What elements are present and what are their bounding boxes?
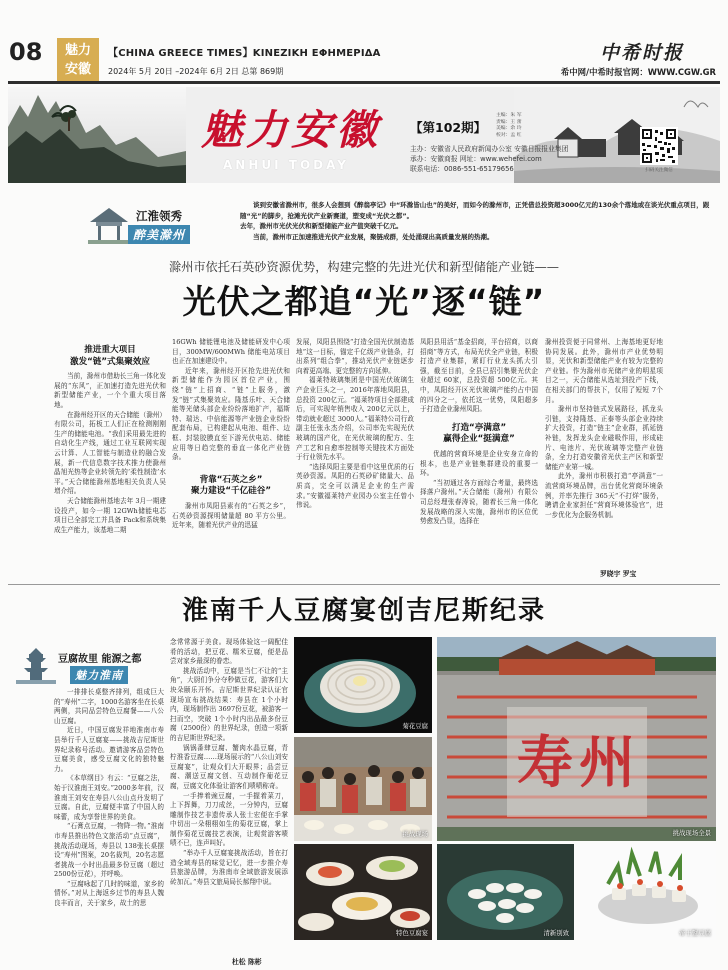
body-paragraph: 一手捧着豌豆腐，一手握着菜刀，上下挥舞，刀刀成丝，一分钟内，豆腐雕制作技艺非遗传承人张士宏便在手掌中切出一朵栩栩如生的菊花豆腐，掌上制作菊花豆腐技艺表演，让观赏游客啧啧不已，连声叫好。	[170, 791, 288, 848]
section-tag	[57, 38, 99, 82]
issue-dates: 2024年 5月 20日 –2024年 6月 2日 总第 869期	[108, 67, 284, 76]
body-paragraph: “当初通过各方面综合考量，最终选择落户滁州。”天合储能（滁州）有限公司总经理张春涛说，随着长三角一体化发展战略的深入实施，滁州市的区位优势愈发凸显，选择在	[420, 478, 538, 526]
page-number: 08	[9, 38, 43, 66]
feature-column-4	[420, 338, 538, 576]
photo-caption: 挑战现场全景	[672, 829, 711, 837]
byline: 罗晓宇 罗宝	[600, 570, 637, 578]
feature-kicker: 滁州市依托石英砂资源优势，构建完整的先进光伏和新型储能产业链——	[169, 260, 559, 274]
crab-tofu-image	[578, 844, 716, 940]
credit-cohost: 承办：安徽商报 网址：www.wehefei.com	[410, 155, 542, 163]
guinness-pattern-label: 寿州	[517, 730, 641, 796]
feature-column-1	[54, 340, 166, 535]
photo-tofu-banquet[interactable]	[294, 844, 432, 940]
photo-caption: 帝王蟹豆腐	[679, 929, 711, 937]
body-text-continued: 16GWh 储能锂电池及储能研发中心项目，300MW/600MWh 储能电站项目也正在加速建设中。	[172, 338, 290, 366]
body-paragraph: 此外，滁州市积极打造“亭满意”一流营商环境品牌，出台优化营商环境条例，并率先推行 365天“不打烊”服务，聘请企业家担任“营商环境体验官”，进一步优化为企服务机制。	[545, 472, 663, 519]
qr-caption: 扫码关注微信	[645, 168, 673, 173]
photo-fresh-tofu[interactable]	[437, 844, 574, 940]
paper-logo: 中希时报	[600, 42, 685, 64]
body-text-continued: 发展，凤阳县围绕“打造全国光伏制造基地”这一目标，锚定千亿级产业链条，打出系列“组合拳”，推动光伏产业链逐步向着更高端、更完整的方向延伸。	[296, 338, 414, 375]
photo-caption: 清新别致	[543, 929, 569, 937]
section-tag-line1: 魅力	[64, 43, 91, 58]
badge-bottom: 魅力淮南	[70, 666, 128, 684]
banner-credits	[410, 144, 569, 174]
body-paragraph: “石膏点豆腐，一物降一物。”淮南市寿县推出特色文旅活动“点豆腐”，挑战活动现场，寿县以 138张长桌摆设“寿州”图案，20名裁判，20名志愿者挑战一小时出品最多份豆腐（超过 2500份豆花），并呼唤。	[54, 822, 164, 879]
badge-bottom: 醉美滁州	[128, 225, 190, 244]
photo-caption: 菊花豆腐	[402, 722, 428, 730]
masthead	[0, 0, 728, 82]
body-paragraph: 优越的营商环境是企业安身立命的根本，也是产业链集群建设的重要一环。	[420, 449, 538, 478]
body-paragraph: 近日，中国豆腐发祥地淮南市寿县举行千人豆腐宴——挑战吉尼斯世界纪录称号活动。邀请游客品尝特色豆腐美食，感受豆腐文化的独特魅力。	[54, 726, 164, 773]
website[interactable]: 希中网/中希时报官网：WWW.CGW.GR	[560, 67, 716, 77]
tofu-headline: 淮南千人豆腐宴创吉尼斯纪录	[181, 596, 546, 626]
tofu-column-1	[54, 688, 164, 968]
feature-column-2	[172, 338, 290, 576]
body-paragraph: 近年来，滁州经开区抢先进光伏和新型储能作为园区首位产业，围绕“链”上招商、“链”上服务，激发“链”式集聚效应。隆基乐叶、天合储能等光储头部企业纷纷落地扩产，福斯特、瑞达、中倍能源等产业链企业纷纷配套布局，已构建起从电池、组件、边框、封装胶膜直至下游光伏电站、储能应用等日趋完整的垂直一体化产业链条。	[172, 366, 290, 462]
paper-name: 【CHINA GREECE TIMES】KINEZIKH EΦHMEPIΔA	[108, 48, 381, 59]
body-paragraph: 天合储能滁州基地去年 3月一期建设投产，如今一期 12GWh储能电芯项目已全部完工并具备 Pack和系统集成生产能力，该基地二期	[54, 496, 166, 534]
staff-list	[496, 113, 522, 139]
intro-paragraph: 去年，滁州市光伏光伏和新型储能产业产值突破千亿元。	[240, 222, 403, 231]
body-text-continued: 凤阳县用活“基金招商，平台招商，以商招商”等方式，布局光伏全产业链，积极打造产业集群，紧盯行业龙头抓大引强，截至目前，全县已招引集聚光伏企业超过 60家，总投资超 500亿元。其中，凤阳经开区光伏玻璃产能约占中国的四分之一，依托这一优势，凤阳超多于打造企业滁州凤阳。	[420, 338, 538, 414]
body-paragraph: “选择凤阳主要是看中这里优质的石英砂资源。凤阳的石英砂矿储量大、品质高，完全可以满足企业的生产需求。”安徽福莱特产业园办公室主任曾小伟说。	[296, 462, 414, 510]
credit-phone: 联系电话：0086-551-65179656	[410, 165, 514, 173]
intro-paragraph: 谈到安徽省滁州市，很多人会想到《醉翁亭记》中“环滁皆山也”的美好，而如今的滁州市，正凭借总投资超3000亿元的130余个落地或在谈光伏重点项目，跟随“光”的脚步，抢滩光伏产业新赛道，塑变成“光伏之都”。	[240, 201, 710, 220]
staff-editor-in-charge: 责编：王 蕾	[496, 119, 522, 125]
credit-host: 主办：安徽省人民政府新闻办公室 安徽日报报业集团	[410, 145, 569, 153]
body-paragraph: 在滁州经开区的天合储能（滁州）有限公司，拓板工人们正在检测刚刚生产的储能电池。“我们采用最先进的自动化生产线，通过工业互联网实现云计算、人工智能与制造业的融合发展，新一代信息数字技术推力使滁州晶旭光热等企业转领先的‘柔性制造’水平。”天合储能滁州基地相关负责人吴增介绍。	[54, 410, 166, 496]
section-tag-line2: 安徽	[64, 62, 91, 77]
photo-aerial-event[interactable]	[437, 637, 716, 841]
body-paragraph: 滁州市凤阳县素有的“石英之乡”，石英砂资源探明储量超 80 平方公里。近年来，随着光伏产业的迅猛	[172, 501, 290, 530]
feature-column-5	[545, 338, 663, 564]
staff-editor: 主编：朱 军	[496, 113, 522, 118]
mountain-illustration	[8, 87, 186, 183]
subhead-business-environment: 打造“亭满意” 赢得企业“挺满意”	[443, 422, 515, 445]
banner	[8, 87, 720, 183]
photo-challenge-crowd[interactable]	[294, 737, 432, 841]
photo-caption: 挑战现场	[402, 830, 428, 838]
body-paragraph: “豆腐咏起了几时的味道，家乡的情怀。”对从上海返乡过节的寿县人魏良丰而言，关于家乡，故土的思	[54, 879, 164, 908]
body-paragraph: 福莱特玻璃集团是中国光伏玻璃生产企业巨头之一，2016年落地凤阳县，总投资 200亿元。“福莱特项目全部建成后，可实现年销售收入 200亿元以上，带动就业超过 3000人。”福莱特公司行政副主任张永杰介绍，公司率先实现光伏玻璃的国产化，在光伏玻璃的配方、生产工艺和自愈率控制等关键技术方面处于行业领先水平。	[296, 376, 414, 462]
feature-column-3	[296, 338, 414, 576]
body-paragraph: 一排排长桌整齐排列，组成巨大的“寿州”二字，1000名游客坐在长桌两侧，共同品尝特色豆腐餐——八公山豆腐。	[54, 688, 164, 725]
header-rule	[8, 81, 720, 84]
staff-designer: 美编：余 玲	[496, 126, 522, 132]
photo-caption: 特色豆腐宴	[396, 929, 428, 937]
body-text-continued: 滁州投资便于同常州、上海基地更好地协同发展。此外，滁州市产业优势明显，光伏和新型储能产业有较为完整的产业链。作为滁州市光储产业的明星项目之一，天合储能从选址到投产下线，在相关部门的帮扶下，仅用了短短 7个月。	[545, 338, 663, 404]
staff-proofreader: 校对：孟 红	[496, 132, 522, 138]
body-text-continued: 念常常源于美食。现场体验这一阔配佳肴的活动，把豆花、糯米豆腐，便是品尝对家乡最深的眷恋。	[170, 638, 288, 666]
body-paragraph: 挑战活动中，豆腐是当仁不让的“主角”，大厨们争分夺秒做豆花，游客们大块朵颐乐开怀。吉尼斯世界纪录认证官现场宣布挑战结果：寿县在 1个小时内，现场制作出 3697份豆花，被游客一扫而空，突破 1个小时内出品最多份豆腐（2500份）的世界纪录，创造一项新的吉尼斯世界纪录。	[170, 666, 288, 742]
body-paragraph: 当前，滁州市借助长三角一体化发展的“东风”，正加速打造先进光伏和新型储能产业，一个个重大项目落地。	[54, 372, 166, 409]
fresh-tofu-image	[437, 844, 574, 940]
tofu-column-2	[170, 638, 288, 954]
subhead-projects: 推进重大项目 激发“链”式集聚效应	[69, 345, 151, 367]
issue-number: 【第102期】	[410, 120, 487, 135]
pagoda-icon	[16, 646, 56, 684]
badge-top: 江淮领秀	[136, 209, 182, 223]
body-paragraph: “举办千人豆腐宴挑战活动，旨在打造全域寿县的味觉记忆，进一步推介寿县旅游品牌，为淮南市全域旅游发展添砖加瓦。”寿县文旅局局长郝翔中说。	[170, 849, 288, 886]
pavilion-icon	[88, 204, 130, 244]
qr-code[interactable]	[640, 127, 678, 165]
tofu-byline: 杜松 陈彬	[232, 958, 262, 966]
body-paragraph: 锅锅番肆豆腐、蟹肉水晶豆腐，青柠淮香豆腐……现场展示的“八公山刘安豆腐宴”，让观众们大开眼界；品尝豆腐、潮送豆腐文创、互动制作葡花豆腐，豆腐文化体验让游客们啧啧称奇。	[170, 743, 288, 790]
banquet-image	[294, 844, 432, 940]
tofu-badge	[16, 646, 164, 686]
crowd-image	[294, 737, 432, 841]
photo-crab-tofu[interactable]	[578, 844, 716, 940]
body-paragraph: 滁州市坚持链式发展路径，抓龙头引链，支持隆基、正泰等头部企业持续扩大投资，打造“链主”企业群，抓延链补链，发挥龙头企业磁吸作用，形成硅片、电池片、光伏玻璃等完整产业链条，全力打造安徽省光伏主产区和新型储能产业第一城。	[545, 405, 663, 471]
body-paragraph: 《本草纲目》有云：“豆腐之法，始于汉淮南王刘安。”2000多年前，汉淮南王刘安在寿县八公山点丹发明了豆腐。自此，豆腐便丰富了中国人的味蕾，成为享誉世界的美食。	[54, 774, 164, 821]
subhead-quartz: 背靠“石英之乡” 聚力建设“千亿硅谷”	[190, 474, 272, 497]
badge-top: 豆腐故里 能源之都	[58, 654, 142, 665]
banner-subtitle: ANHUI TODAY	[223, 158, 349, 172]
chrysanthemum-tofu-image	[294, 637, 432, 733]
feature-headline: 光伏之都追“光”逐“链”	[182, 282, 546, 321]
feature-intro	[240, 200, 710, 242]
banner-title: 魅力安徽	[201, 106, 381, 154]
intro-paragraph: 当前，滁州市正加速推进光伏产业发展，聚链成群，处处涌现出高质量发展的热潮。	[253, 232, 494, 241]
photo-chrysanthemum-tofu[interactable]	[294, 637, 432, 733]
feature-badge	[88, 204, 220, 244]
section-divider	[8, 584, 720, 585]
